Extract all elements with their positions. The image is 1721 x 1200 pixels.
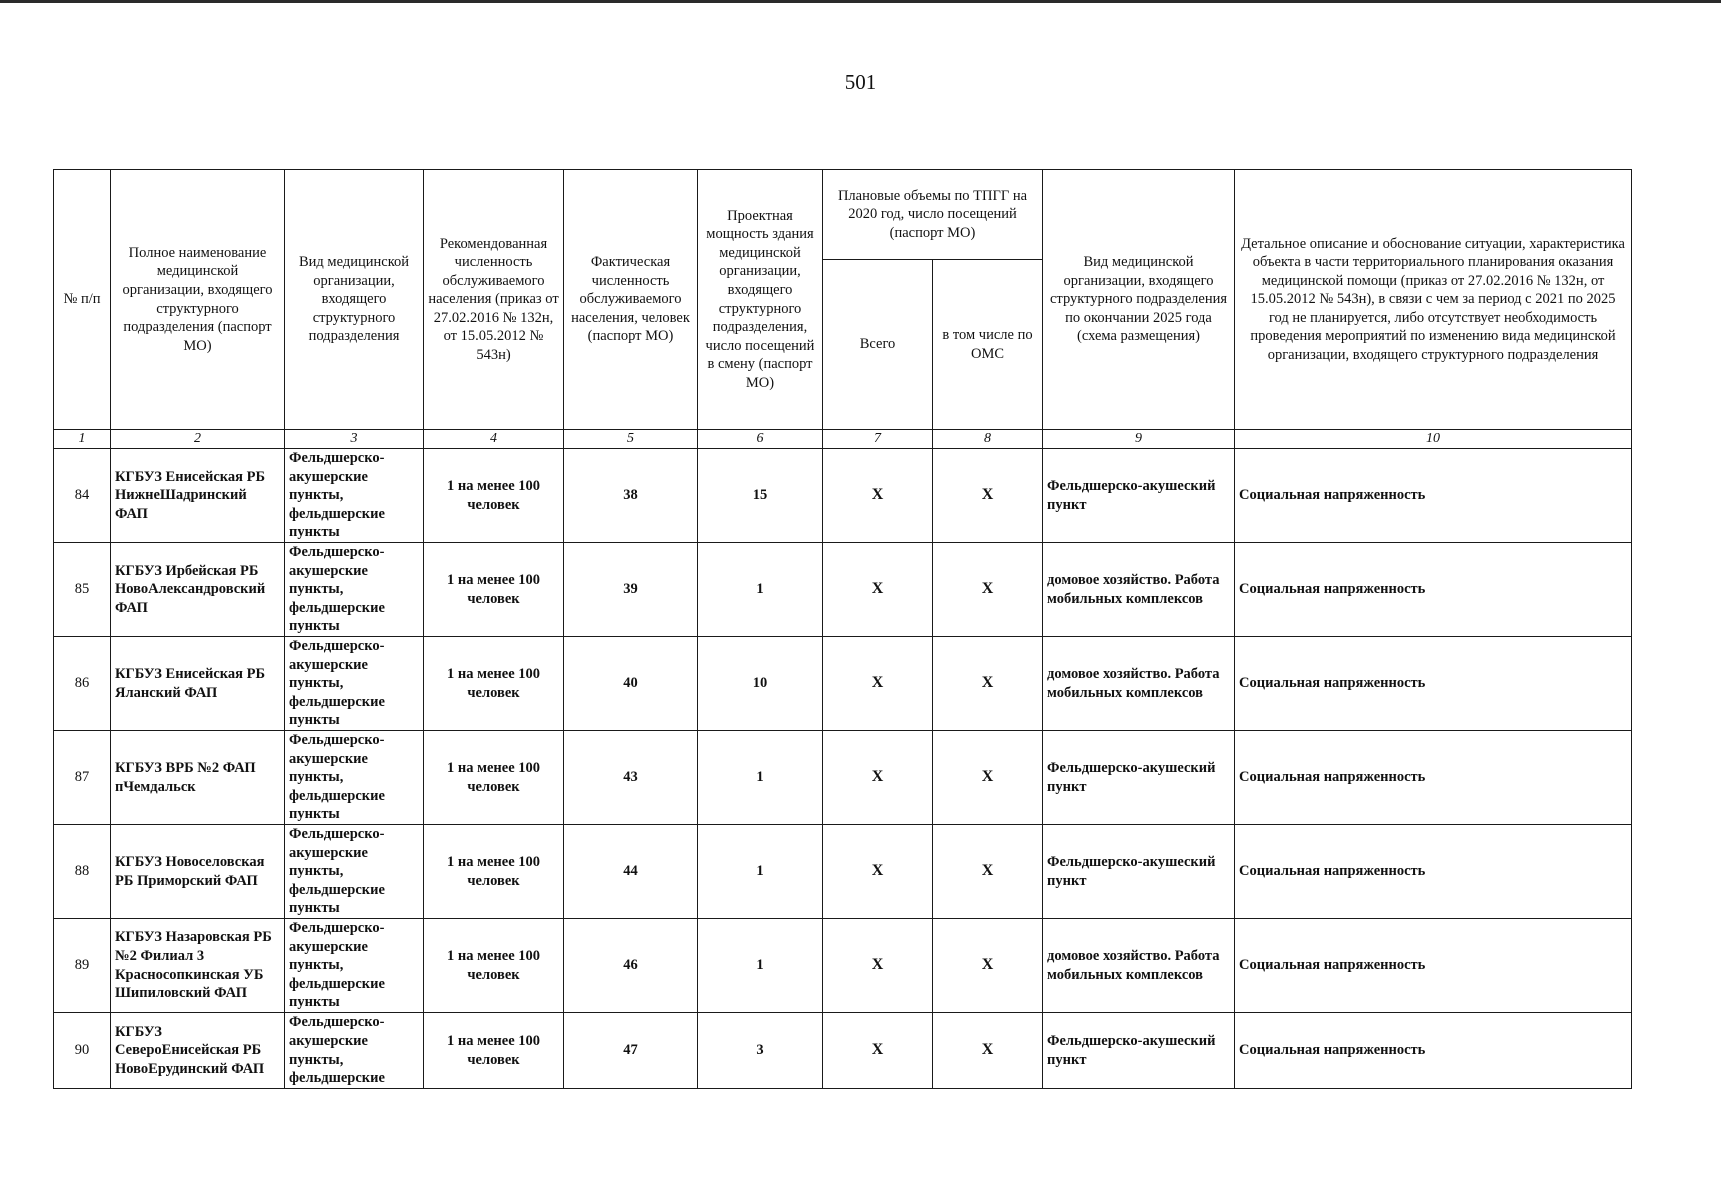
column-number: 4 [424,430,564,449]
column-number: 6 [698,430,823,449]
column-number: 1 [54,430,111,449]
planned-total: X [823,543,933,637]
planned-oms: X [933,543,1043,637]
org-type [285,637,424,731]
planned-oms: X [933,825,1043,919]
recommended-population: 1 на менее 100 человек [424,825,564,919]
header-recommended-population: Рекомендованная численность обслуживаемого населения (приказ от 27.02.2016 № 132н, от 15.05.2012 № 543н) [424,170,564,430]
org-type-text: Фельдшерско-акушерские пункты, фельдшерские пункты [289,826,385,917]
planned-total: X [823,1013,933,1089]
header-org-type-2025: Вид медицинской организации, входящего структурного подразделения по окончании 2025 года (схема размещения) [1043,170,1235,430]
row-number: 89 [54,919,111,1013]
org-type-2025: домовое хозяйство. Работа мобильных комплексов [1043,637,1235,731]
org-name: КГБУЗ Назаровская РБ №2 Филиал 3 Красносопкинская УБ Шипиловский ФАП [111,919,285,1013]
actual-population: 43 [564,731,698,825]
recommended-population: 1 на менее 100 человек [424,449,564,543]
page-number: 501 [844,70,877,94]
header-actual-population: Фактическая численность обслуживаемого населения, человек (паспорт МО) [564,170,698,430]
planned-total: X [823,825,933,919]
design-capacity: 15 [698,449,823,543]
recommended-population: 1 на менее 100 человек [424,543,564,637]
table-row [54,543,1632,637]
scan-top-border [0,0,1721,3]
org-type-2025: Фельдшерско-акушеский пункт [1043,449,1235,543]
row-number: 87 [54,731,111,825]
actual-population: 46 [564,919,698,1013]
description: Социальная напряженность [1235,1013,1632,1089]
org-type-2025: домовое хозяйство. Работа мобильных комплексов [1043,919,1235,1013]
recommended-population: 1 на менее 100 человек [424,919,564,1013]
column-number: 5 [564,430,698,449]
table-row [54,449,1632,543]
header-total: Всего [823,260,933,430]
org-name: КГБУЗ Енисейская РБ НижнеШадринский ФАП [111,449,285,543]
table-row [54,919,1632,1013]
header-description: Детальное описание и обоснование ситуации, характеристика объекта в части территориального планирования оказания медицинской помощи (приказ от 27.02.2016 № 132н, от 15.05.2012 № 543н), в связи с чем за период с 2021 по 2025 год не планируется, либо отсутствует необходимость проведения мероприятий по изменению вида медицинской организации, входящего структурного подразделения [1235,170,1632,430]
description: Социальная напряженность [1235,919,1632,1013]
org-type [285,449,424,543]
org-name-text: КГБУЗ СевероЕнисейская РБ НовоЕрудинский ФАП [115,1023,265,1077]
org-name: КГБУЗ Новоселовская РБ Приморский ФАП [111,825,285,919]
planned-total: X [823,449,933,543]
actual-population: 38 [564,449,698,543]
column-number: 3 [285,430,424,449]
design-capacity: 1 [698,543,823,637]
design-capacity: 1 [698,919,823,1013]
planned-oms: X [933,637,1043,731]
org-type-2025: Фельдшерско-акушеский пункт [1043,731,1235,825]
org-type-2025: Фельдшерско-акушеский пункт [1043,825,1235,919]
header-org-type: Вид медицинской организации, входящего структурного подразделения [285,170,424,430]
header-design-capacity: Проектная мощность здания медицинской организации, входящего структурного подразделения, число посещений в смену (паспорт МО) [698,170,823,430]
medical-organizations-table [53,169,1632,1089]
design-capacity: 1 [698,731,823,825]
org-type [285,731,424,825]
recommended-population: 1 на менее 100 человек [424,731,564,825]
org-type [285,919,424,1013]
design-capacity: 10 [698,637,823,731]
planned-oms: X [933,919,1043,1013]
description: Социальная напряженность [1235,449,1632,543]
org-type-text: Фельдшерско-акушерские пункты, фельдшерские пункты [289,450,385,541]
row-number: 85 [54,543,111,637]
recommended-population: 1 на менее 100 человек [424,1013,564,1089]
description: Социальная напряженность [1235,731,1632,825]
header-oms: в том числе по ОМС [933,260,1043,430]
org-name: КГБУЗ Ирбейская РБ НовоАлександровский ФАП [111,543,285,637]
column-number: 10 [1235,430,1632,449]
org-type [285,825,424,919]
org-name: КГБУЗ Енисейская РБ Яланский ФАП [111,637,285,731]
column-numbers-row [54,430,1632,449]
org-type-text: Фельдшерско-акушерские пункты, фельдшерские пункты [289,732,385,823]
org-name [111,1013,285,1089]
description: Социальная напряженность [1235,825,1632,919]
column-number: 2 [111,430,285,449]
column-number: 9 [1043,430,1235,449]
row-number: 84 [54,449,111,543]
planned-total: X [823,731,933,825]
column-number: 7 [823,430,933,449]
design-capacity: 1 [698,825,823,919]
planned-oms: X [933,731,1043,825]
org-type-text: Фельдшерско-акушерские пункты, фельдшерские пункты [289,920,385,1011]
table-row [54,731,1632,825]
org-type-2025: домовое хозяйство. Работа мобильных комплексов [1043,543,1235,637]
planned-total: X [823,637,933,731]
org-name: КГБУЗ ВРБ №2 ФАП пЧемдальск [111,731,285,825]
design-capacity: 3 [698,1013,823,1089]
description: Социальная напряженность [1235,637,1632,731]
planned-oms: X [933,449,1043,543]
actual-population: 39 [564,543,698,637]
recommended-population: 1 на менее 100 человек [424,637,564,731]
actual-population: 44 [564,825,698,919]
actual-population: 47 [564,1013,698,1089]
actual-population: 40 [564,637,698,731]
header-num: № п/п [54,170,111,430]
org-type-text: Фельдшерско-акушерские пункты, фельдшерские [289,1014,385,1087]
column-number: 8 [933,430,1043,449]
planned-total: X [823,919,933,1013]
table-row [54,1013,1632,1089]
header-row-top [54,170,1632,260]
header-planned-volumes: Плановые объемы по ТПГГ на 2020 год, число посещений (паспорт МО) [823,170,1043,260]
planned-oms: X [933,1013,1043,1089]
org-type [285,1013,424,1089]
table-row [54,825,1632,919]
description: Социальная напряженность [1235,543,1632,637]
table-row [54,637,1632,731]
org-type-text: Фельдшерско-акушерские пункты, фельдшерские пункты [289,544,385,635]
org-type-text: Фельдшерско-акушерские пункты, фельдшерские пункты [289,638,385,729]
row-number: 88 [54,825,111,919]
org-type [285,543,424,637]
header-full-name: Полное наименование медицинской организации, входящего структурного подразделения (паспорт МО) [111,170,285,430]
row-number: 86 [54,637,111,731]
org-type-2025: Фельдшерско-акушеский пункт [1043,1013,1235,1089]
row-number: 90 [54,1013,111,1089]
